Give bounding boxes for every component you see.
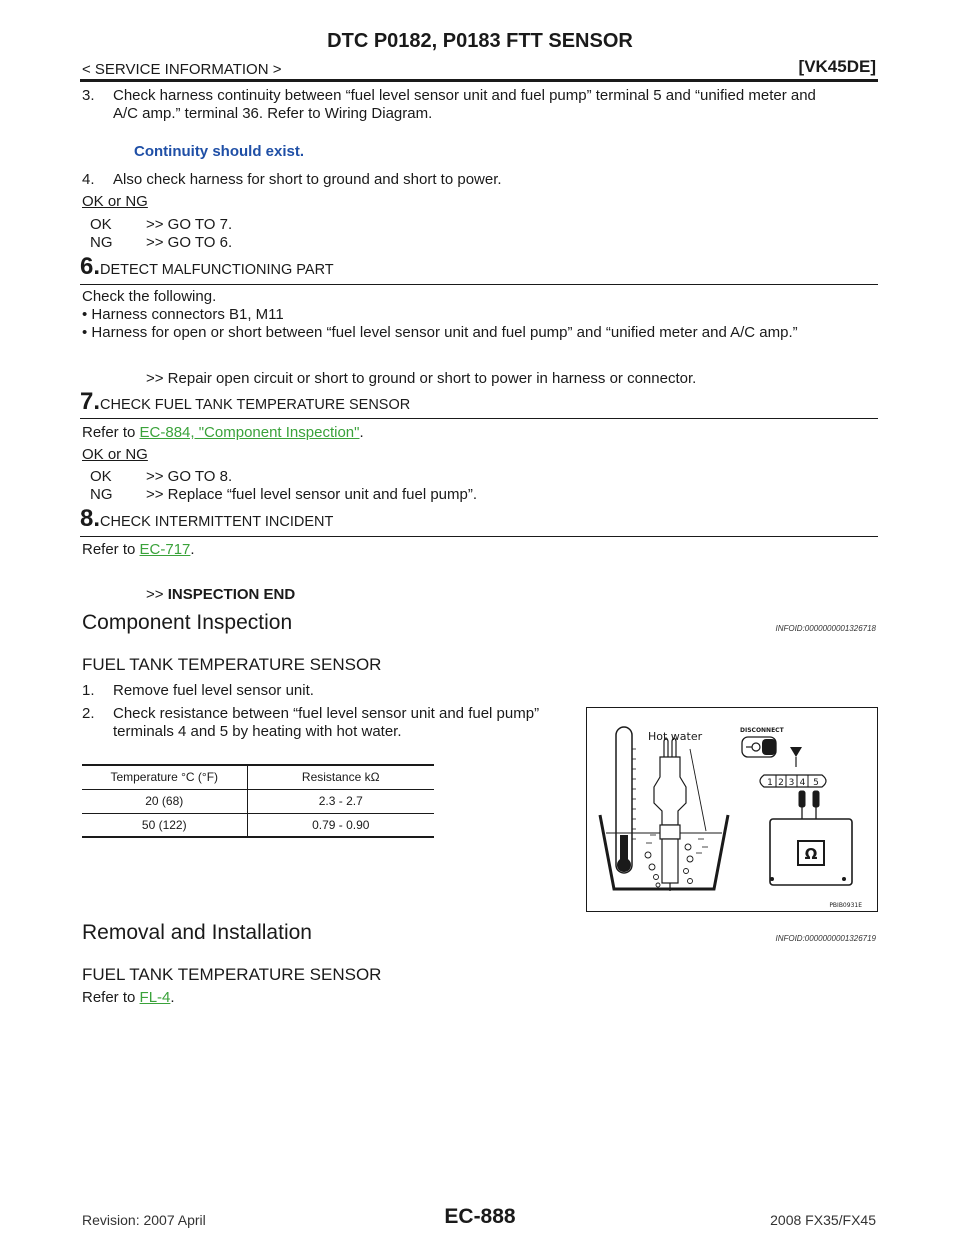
result-text: >> Replace “fuel level sensor unit and fuel pump”. — [146, 486, 478, 503]
result-text: >> GO TO 6. — [146, 234, 233, 251]
step6-heading — [80, 253, 334, 281]
step6-intro: Check the following. — [82, 288, 217, 305]
hot-water-label: Hot water — [648, 730, 703, 743]
result-code: OK — [90, 216, 112, 233]
temperature-header: Temperature °C (°F) — [82, 765, 247, 789]
removal-infoid: INFOID:0000000001326719 — [775, 934, 876, 943]
step7-title: CHECK FUEL TANK TEMPERATURE SENSOR — [100, 397, 411, 413]
step7-judgement: OK or NG — [82, 446, 148, 463]
refer-suffix: . — [359, 424, 364, 441]
terminal-4: 4 — [799, 778, 806, 788]
resistance-header: Resistance kΩ — [301, 770, 380, 785]
temperature-cell: 50 (122) — [82, 813, 247, 837]
result-code: OK — [90, 468, 112, 485]
ec-717-link[interactable]: EC-717 — [139, 541, 191, 558]
result-text: >> GO TO 7. — [146, 216, 233, 233]
result-arrow: >> — [146, 586, 164, 603]
table-row — [82, 789, 434, 813]
refer-prefix: Refer to — [82, 989, 140, 1006]
step8-result — [146, 586, 295, 604]
refer-suffix: . — [170, 989, 175, 1006]
step6-bullet-connectors: • Harness connectors B1, M11 — [82, 306, 284, 323]
fl-4-link[interactable]: FL-4 — [139, 989, 171, 1006]
ec-884-link[interactable]: EC-884, "Component Inspection" — [139, 424, 360, 441]
terminal-2: 2 — [778, 778, 784, 788]
step7-heading — [80, 388, 410, 416]
step6-bullet-harness: • Harness for open or short between “fuel level sensor unit and fuel pump” and “unified meter and A/C amp.” — [82, 324, 798, 341]
vehicle-model: 2008 FX35/FX45 — [770, 1212, 876, 1228]
ohm-symbol: Ω — [804, 845, 818, 863]
resistance-table-wrapper — [82, 764, 434, 838]
continuity-spec: Continuity should exist. — [134, 143, 305, 160]
table-row — [82, 813, 434, 837]
step5-result-ng — [90, 234, 232, 251]
step7-refer — [82, 424, 364, 442]
ohmmeter-icon — [770, 819, 852, 885]
step5-item4-number: 4. — [82, 171, 95, 188]
step8-number: 8. — [80, 505, 101, 532]
inspection-end: INSPECTION END — [167, 586, 296, 603]
component-inspection-title: Component Inspection — [82, 611, 293, 634]
removal-refer — [82, 989, 175, 1007]
removal-subtitle: FUEL TANK TEMPERATURE SENSOR — [82, 965, 382, 984]
disconnect-label: DISCONNECT — [740, 727, 784, 734]
page-title: DTC P0182, P0183 FTT SENSOR — [327, 30, 633, 52]
component-inspection-subtitle: FUEL TANK TEMPERATURE SENSOR — [82, 655, 382, 674]
step8-refer — [82, 541, 195, 559]
temperature-cell: 20 (68) — [82, 789, 247, 813]
header-divider — [80, 79, 878, 82]
removal-title: Removal and Installation — [82, 921, 312, 944]
step5-item3-line1: Check harness continuity between “fuel level sensor unit and fuel pump” terminal 5 and “unified meter and — [113, 87, 816, 104]
resistance-cell: 2.3 - 2.7 — [318, 794, 363, 808]
result-text: >> GO TO 8. — [146, 468, 233, 485]
inspection-step1-number: 1. — [82, 682, 95, 699]
disconnect-connector-icon — [742, 737, 776, 757]
inspection-step1-text: Remove fuel level sensor unit. — [113, 682, 314, 699]
resistance-cell: 0.79 - 0.90 — [312, 817, 370, 832]
step7-divider — [80, 418, 878, 419]
resistance-check-illustration — [586, 707, 878, 912]
step5-judgement: OK or NG — [82, 193, 148, 210]
step6-divider — [80, 284, 878, 285]
step8-heading — [80, 505, 333, 533]
terminal-5: 5 — [813, 778, 819, 788]
step5-result-ok — [90, 216, 232, 233]
inspection-step2-line2: terminals 4 and 5 by heating with hot water. — [113, 723, 402, 740]
page-number: EC-888 — [444, 1205, 516, 1228]
step6-result: >> Repair open circuit or short to ground or short to power in harness or connector. — [146, 370, 697, 387]
engine-code: [VK45DE] — [798, 57, 876, 76]
component-inspection-infoid: INFOID:0000000001326718 — [775, 624, 876, 633]
inspection-step2-line1: Check resistance between “fuel level sensor unit and fuel pump” — [113, 705, 540, 722]
step7-number: 7. — [80, 388, 101, 415]
step7-result-ng — [90, 486, 477, 503]
table-header-row — [82, 765, 434, 789]
refer-suffix: . — [190, 541, 195, 558]
refer-prefix: Refer to — [82, 424, 140, 441]
result-code: NG — [90, 486, 113, 503]
terminal-1: 1 — [767, 778, 773, 788]
step6-number: 6. — [80, 253, 101, 280]
figure-id: PBIB0931E — [829, 902, 862, 909]
step8-divider — [80, 536, 878, 537]
result-code: NG — [90, 234, 113, 251]
step7-result-ok — [90, 468, 232, 485]
step5-item3-line2: A/C amp.” terminal 36. Refer to Wiring Diagram. — [113, 105, 433, 122]
section-breadcrumb: < SERVICE INFORMATION > — [82, 61, 282, 78]
inspection-step2-number: 2. — [82, 705, 95, 722]
terminal-3: 3 — [788, 778, 795, 788]
revision-date: Revision: 2007 April — [82, 1212, 206, 1228]
step6-title: DETECT MALFUNCTIONING PART — [100, 262, 334, 278]
refer-prefix: Refer to — [82, 541, 140, 558]
resistance-table — [82, 764, 434, 838]
step5-item3-number: 3. — [82, 87, 95, 104]
step5-item4: Also check harness for short to ground and short to power. — [113, 171, 502, 188]
step8-title: CHECK INTERMITTENT INCIDENT — [100, 514, 334, 530]
